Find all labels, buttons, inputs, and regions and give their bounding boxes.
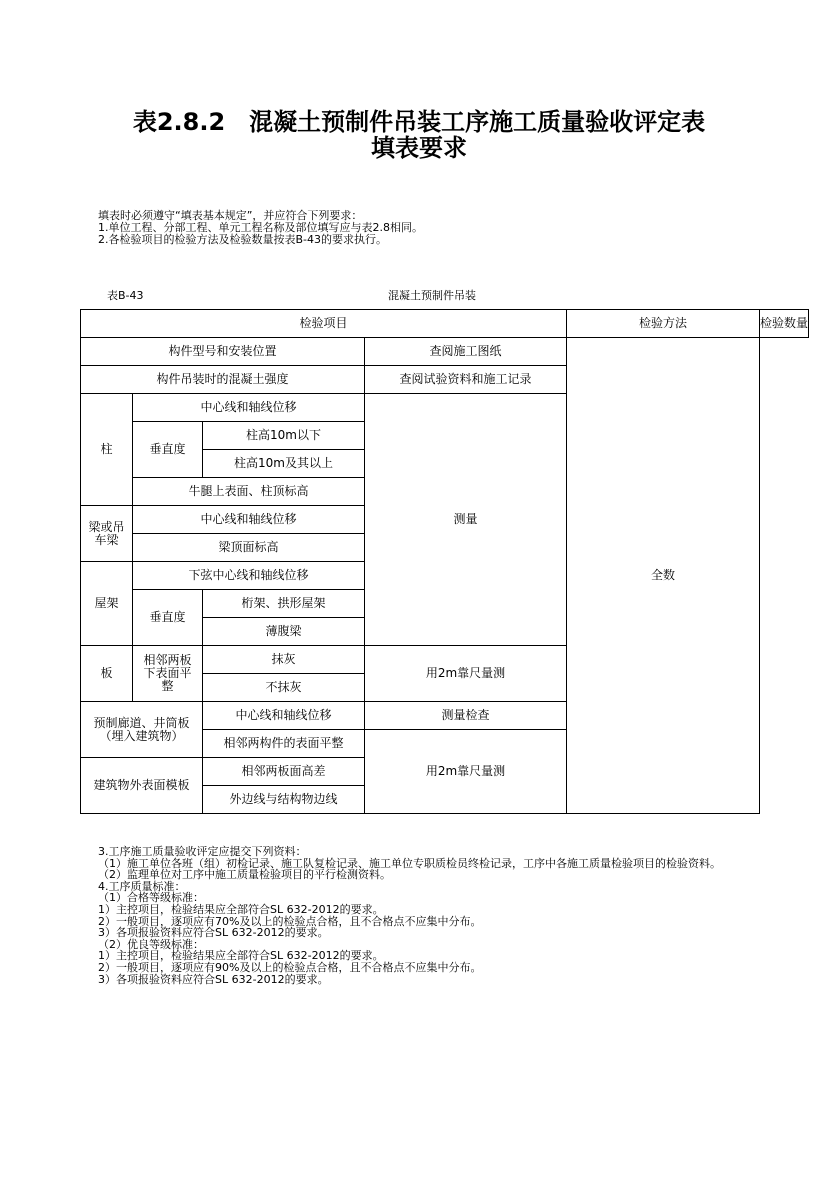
column-v1: 柱高10m以下	[203, 422, 365, 450]
method-drawing: 查阅施工图纸	[365, 338, 567, 366]
page-title: 表2.8.2 混凝土预制件吊装工序施工质量验收评定表	[132, 108, 706, 136]
method-check: 测量检查	[365, 702, 567, 730]
header-method: 检验方法	[567, 310, 760, 338]
slab-s1: 抹灰	[203, 646, 365, 674]
formwork-diff: 相邻两板面高差	[203, 758, 365, 786]
truss-v1: 桁架、拱形屋架	[203, 590, 365, 618]
slab-s2: 不抹灰	[203, 674, 365, 702]
method-measure: 测量	[365, 394, 567, 646]
group-slab: 板	[81, 646, 133, 702]
quantity-all: 全数	[567, 338, 760, 814]
beam-top: 梁顶面标高	[133, 534, 365, 562]
inspection-table	[80, 309, 809, 814]
method-ruler-2: 用2m靠尺量测	[365, 730, 567, 814]
note-line: 4.工序质量标准：	[98, 879, 186, 893]
item-install: 构件型号和安装位置	[81, 338, 365, 366]
note-line: 3）各项报验资料应符合SL 632-2012的要求。	[98, 926, 329, 940]
truss-bottom: 下弦中心线和轴线位移	[133, 562, 365, 590]
note-line: （1）施工单位各班（组）初检记录、施工队复检记录、施工单位专职质检员终检记录，工序中各施工质量检验项目的检验资料。	[98, 856, 721, 870]
corridor-center: 中心线和轴线位移	[203, 702, 365, 730]
page-subtitle: 填表要求	[371, 134, 467, 162]
table-header-row	[81, 310, 809, 338]
corridor-flat: 相邻两构件的表面平整	[203, 730, 365, 758]
group-column: 柱	[81, 394, 133, 506]
group-corridor: 预制廊道、井筒板（埋入建筑物）	[81, 702, 203, 758]
group-beam: 梁或吊车梁	[81, 506, 133, 562]
item-strength: 构件吊装时的混凝土强度	[81, 366, 365, 394]
column-v2: 柱高10m及其以上	[203, 450, 365, 478]
intro-line: 2.各检验项目的检验方法及检验数量按表B-43的要求执行。	[98, 233, 388, 246]
header-item: 检验项目	[81, 310, 567, 338]
beam-center: 中心线和轴线位移	[133, 506, 365, 534]
note-line: （2）监理单位对工序中施工质量检验项目的平行检测资料。	[98, 868, 391, 882]
header-quantity: 检验数量	[760, 310, 809, 338]
method-ruler: 用2m靠尺量测	[365, 646, 567, 702]
note-line: 3）各项报验资料应符合SL 632-2012的要求。	[98, 972, 329, 986]
note-line: 3.工序施工质量验收评定应提交下列资料：	[98, 845, 307, 858]
note-line: 2）一般项目，逐项应有90%及以上的检验点合格，且不合格点不应集中分布。	[98, 960, 482, 974]
table-name: 混凝土预制件吊装	[388, 289, 476, 302]
slab-sub: 相邻两板下表面平整	[133, 646, 203, 702]
note-line: 1）主控项目，检验结果应全部符合SL 632-2012的要求。	[98, 902, 384, 916]
note-line: 1）主控项目，检验结果应全部符合SL 632-2012的要求。	[98, 949, 384, 963]
column-center: 中心线和轴线位移	[133, 394, 365, 422]
intro-text	[98, 210, 423, 246]
truss-vertical: 垂直度	[133, 590, 203, 646]
group-truss: 屋架	[81, 562, 133, 646]
note-line: 2）一般项目，逐项应有70%及以上的检验点合格，且不合格点不应集中分布。	[98, 914, 482, 928]
table-row	[81, 338, 809, 366]
group-formwork: 建筑物外表面模板	[81, 758, 203, 814]
table-number: 表B-43	[107, 289, 144, 302]
note-line: （1）合格等级标准：	[98, 891, 204, 905]
intro-line: 1.单位工程、分部工程、单元工程名称及部位填写应与表2.8相同。	[98, 221, 423, 234]
intro-line: 填表时必须遵守“填表基本规定”，并应符合下列要求：	[98, 209, 363, 222]
note-line: （2）优良等级标准：	[98, 937, 204, 951]
column-corbel: 牛腿上表面、柱顶标高	[133, 478, 365, 506]
truss-v2: 薄腹梁	[203, 618, 365, 646]
method-records: 查阅试验资料和施工记录	[365, 366, 567, 394]
formwork-edge: 外边线与结构物边线	[203, 786, 365, 814]
column-vertical: 垂直度	[133, 422, 203, 478]
notes-section	[84, 846, 764, 985]
